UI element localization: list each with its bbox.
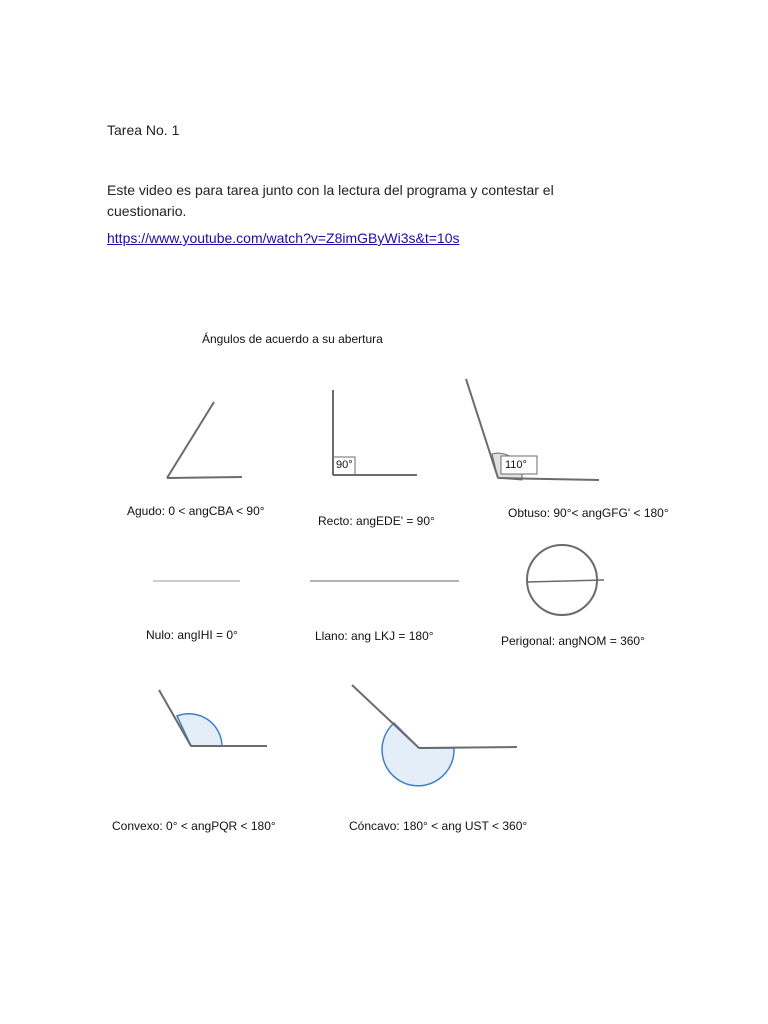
obtuse-angle-mark: 110° bbox=[505, 459, 527, 471]
video-link[interactable]: https://www.youtube.com/watch?v=Z8imGByWi3s&t=10s bbox=[107, 230, 460, 246]
document-paragraph: Este video es para tarea junto con la lectura del programa y contestar el cuestionario. bbox=[107, 182, 554, 219]
document-title: Tarea No. 1 bbox=[107, 122, 180, 138]
convex-angle bbox=[159, 690, 267, 746]
angles-figure bbox=[107, 318, 677, 850]
label-recto: Recto: angEDE' = 90° bbox=[318, 514, 435, 528]
angles-diagram bbox=[107, 318, 677, 850]
label-convexo: Convexo: 0° < angPQR < 180° bbox=[112, 819, 276, 833]
full-angle bbox=[527, 545, 604, 615]
obtuse-angle bbox=[466, 379, 599, 480]
label-obtuso: Obtuso: 90°< angGFG' < 180° bbox=[508, 506, 669, 520]
label-llano: Llano: ang LKJ = 180° bbox=[315, 629, 434, 643]
concave-angle bbox=[352, 685, 517, 786]
figure-title: Ángulos de acuerdo a su abertura bbox=[202, 332, 383, 346]
label-agudo: Agudo: 0 < angCBA < 90° bbox=[127, 504, 265, 518]
label-perigonal: Perigonal: angNOM = 360° bbox=[501, 634, 645, 648]
label-concavo: Cóncavo: 180° < ang UST < 360° bbox=[349, 819, 528, 833]
label-nulo: Nulo: angIHI = 0° bbox=[146, 628, 238, 642]
acute-angle bbox=[167, 402, 242, 478]
right-angle-mark: 90° bbox=[336, 459, 353, 471]
